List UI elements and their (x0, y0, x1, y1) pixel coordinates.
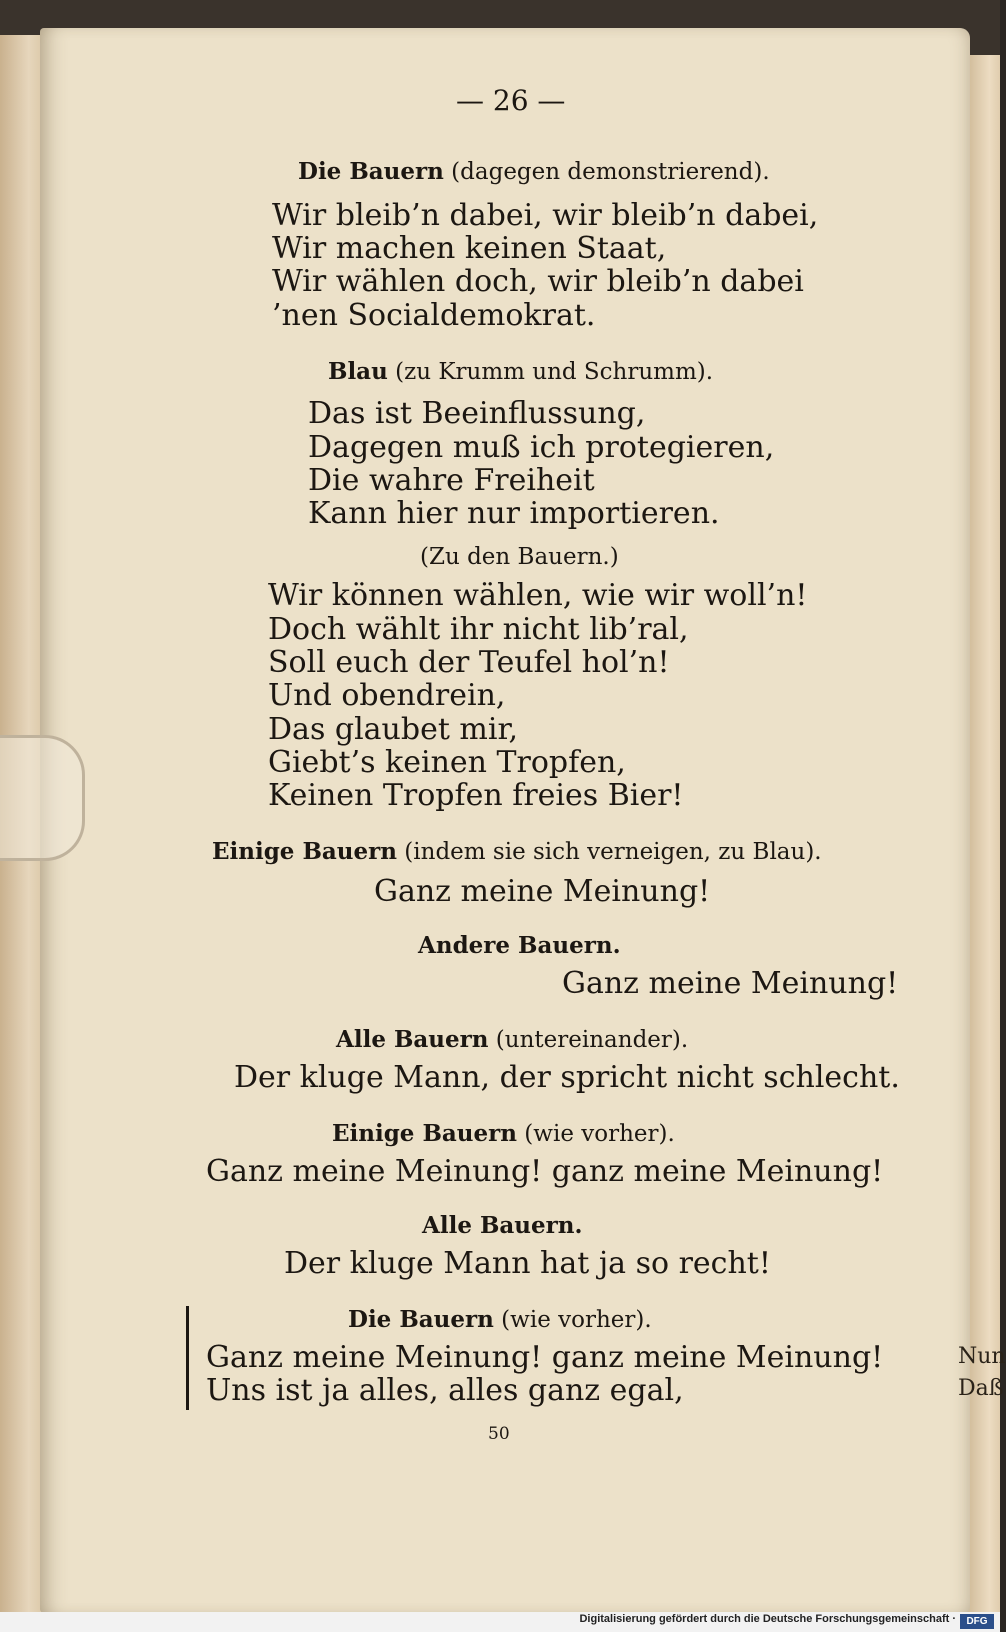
verse-line: Wir können wählen, wie wir woll’n! (268, 578, 808, 613)
facing-page-word: Daß (958, 1376, 1004, 1401)
signature-number: 50 (488, 1424, 510, 1444)
stage-direction: (Zu den Bauern.) (420, 544, 619, 570)
verse-line: Doch wählt ihr nicht lib’ral, (268, 612, 689, 647)
speaker-line (422, 1212, 583, 1239)
verse-line: Die wahre Freiheit (308, 463, 595, 498)
margin-bracket (186, 1306, 189, 1410)
stage-direction: (zu Krumm und Schrumm). (387, 359, 714, 385)
speaker-name: Einige Bauern (332, 1120, 517, 1147)
speaker-name: Alle Bauern. (422, 1212, 583, 1239)
speaker-line (212, 838, 822, 865)
verse-line: Das glaubet mir, (268, 712, 519, 747)
verse-line: Der kluge Mann hat ja so recht! (284, 1246, 771, 1281)
facing-page-word: Nun (958, 1344, 1006, 1369)
stage-direction: (untereinander). (488, 1027, 689, 1053)
verse-line: Ganz meine Meinung! (562, 966, 899, 1001)
speaker-line (348, 1306, 652, 1333)
speaker-line (336, 1026, 688, 1053)
speaker-line (332, 1120, 675, 1147)
speaker-line (298, 158, 770, 185)
speaker-name: Andere Bauern. (418, 932, 621, 959)
stage-direction: (indem sie sich verneigen, zu Blau). (397, 839, 822, 865)
speaker-name: Blau (328, 358, 388, 385)
verse-line: Wir machen keinen Staat, (272, 231, 667, 266)
verse-line: Und obendrein, (268, 678, 506, 713)
page-clip (0, 735, 85, 861)
dfg-logo: DFG (960, 1614, 994, 1629)
verse-line: Ganz meine Meinung! ganz meine Meinung! (206, 1340, 884, 1375)
speaker-line (418, 932, 621, 959)
funding-credit: Digitalisierung gefördert durch die Deutsche Forschungsgemeinschaft · (579, 1613, 956, 1625)
verse-line: Wir bleib’n dabei, wir bleib’n dabei, (272, 198, 819, 233)
verse-line: Der kluge Mann, der spricht nicht schlecht. (234, 1060, 900, 1095)
verse-line: Wir wählen doch, wir bleib’n dabei (272, 264, 804, 299)
verse-line: Ganz meine Meinung! (374, 874, 711, 909)
speaker-name: Einige Bauern (212, 838, 397, 865)
verse-line: Dagegen muß ich protegieren, (308, 430, 775, 465)
stage-direction: (dagegen demonstrierend). (443, 159, 770, 185)
verse-line: Ganz meine Meinung! ganz meine Meinung! (206, 1154, 884, 1189)
stage-direction: (wie vorher). (493, 1307, 652, 1333)
speaker-name: Die Bauern (348, 1306, 494, 1333)
verse-line: Kann hier nur importieren. (308, 496, 720, 531)
verse-line: Das ist Beeinflussung, (308, 396, 646, 431)
verse-line: Giebt’s keinen Tropfen, (268, 745, 626, 780)
verse-line: Soll euch der Teufel hol’n! (268, 645, 670, 680)
speaker-name: Die Bauern (298, 158, 444, 185)
verse-line: ’nen Socialdemokrat. (272, 298, 596, 333)
verse-line: Keinen Tropfen freies Bier! (268, 778, 684, 813)
speaker-name: Alle Bauern (336, 1026, 489, 1053)
speaker-line (328, 358, 713, 385)
verse-line: Uns ist ja alles, alles ganz egal, (206, 1373, 684, 1408)
page-number: — 26 — (456, 84, 566, 117)
stage-direction: (wie vorher). (517, 1121, 675, 1147)
